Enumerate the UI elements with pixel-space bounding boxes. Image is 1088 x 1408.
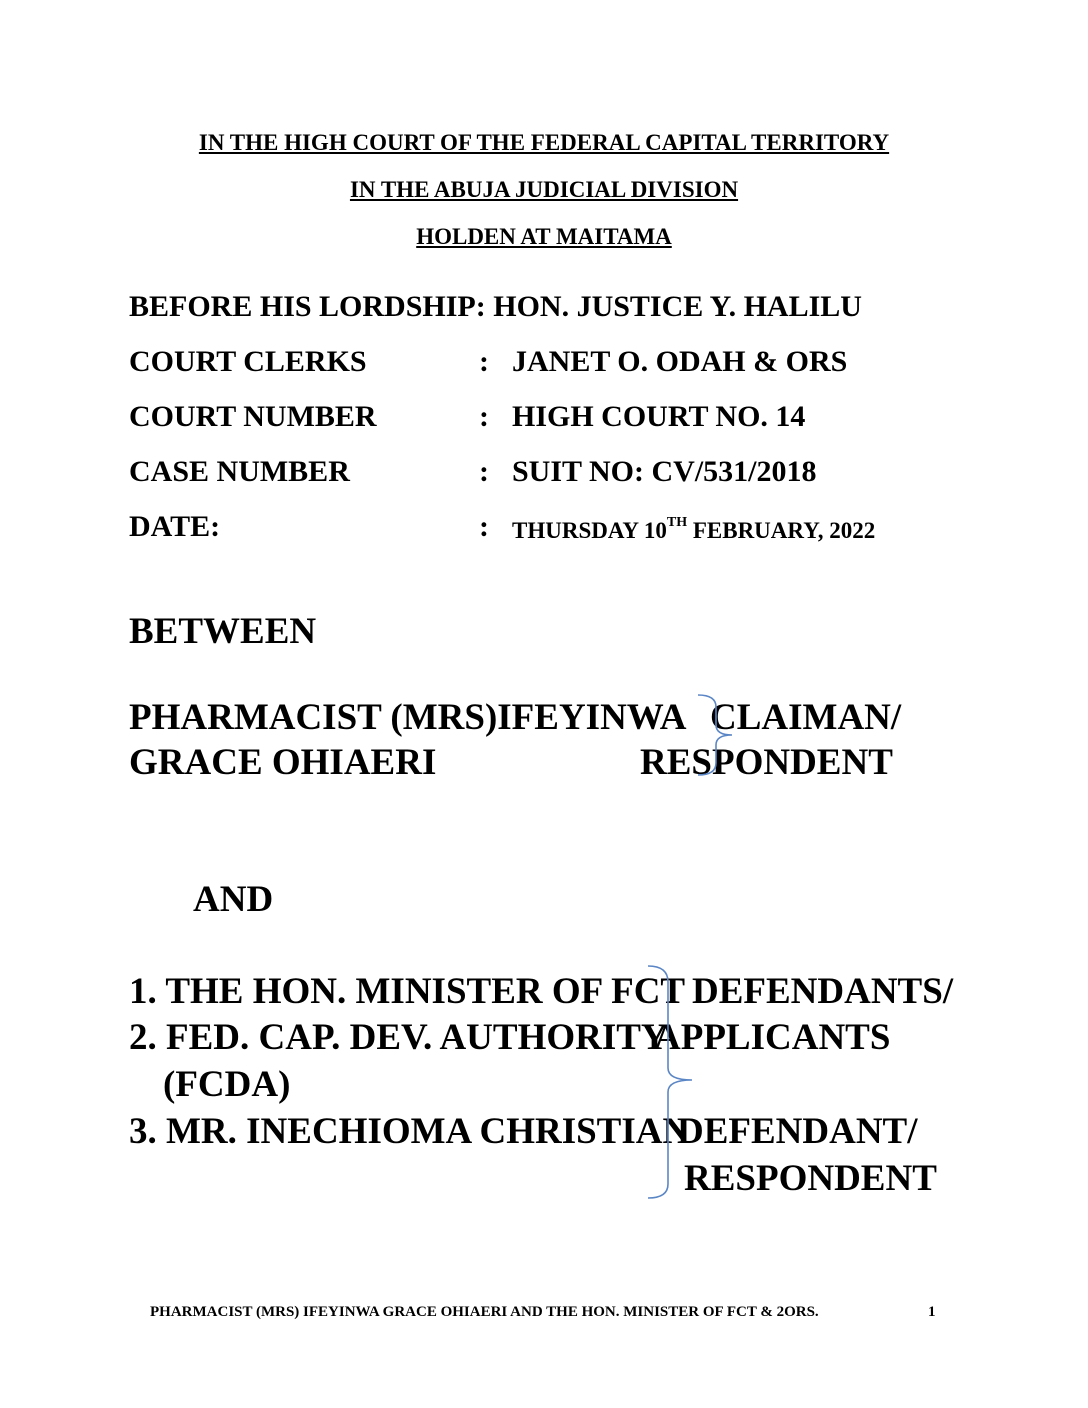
detail-label-court-clerks: COURT CLERKS xyxy=(129,345,367,378)
detail-separator: : xyxy=(479,400,489,433)
between-heading: BETWEEN xyxy=(129,611,317,652)
claimant-name-line-1: PHARMACIST (MRS)IFEYINWA xyxy=(129,697,687,738)
detail-value-court-clerks: JANET O. ODAH & ORS xyxy=(512,345,848,378)
and-heading: AND xyxy=(193,879,274,920)
defendant-3-role-cont: RESPONDENT xyxy=(684,1158,937,1199)
defendants-brace xyxy=(646,964,706,1204)
defendant-3 xyxy=(129,1110,689,1153)
date-suffix: FEBRUARY, 2022 xyxy=(687,518,876,543)
date-superscript: TH xyxy=(666,515,688,530)
defendant-name: MR. INECHIOMA CHRISTIAN xyxy=(166,1111,690,1152)
defendant-2 xyxy=(129,1016,668,1059)
defendant-number: 3. xyxy=(129,1111,157,1152)
defendant-2-role: APPLICANTS xyxy=(654,1017,891,1058)
defendant-number: 2. xyxy=(129,1017,157,1058)
defendant-2-name-cont: (FCDA) xyxy=(163,1064,291,1105)
detail-label-date: DATE: xyxy=(129,510,221,543)
date-prefix: THURSDAY 10 xyxy=(512,518,667,543)
detail-separator: : xyxy=(479,510,489,543)
claimant-brace xyxy=(696,693,746,779)
court-header-line-3: HOLDEN AT MAITAMA xyxy=(416,224,672,249)
detail-separator: : xyxy=(479,455,489,488)
court-header-line-2: IN THE ABUJA JUDICIAL DIVISION xyxy=(349,177,739,202)
footer-text: PHARMACIST (MRS) IFEYINWA GRACE OHIAERI AND THE HON. MINISTER OF FCT & 2ORS. xyxy=(150,1304,819,1320)
before-lordship: BEFORE HIS LORDSHIP: HON. JUSTICE Y. HALILU xyxy=(129,290,862,323)
defendant-number: 1. xyxy=(129,971,157,1012)
claimant-role-line-2: RESPONDENT xyxy=(640,742,893,783)
claimant-role-line-1: CLAIMAN/ xyxy=(710,697,902,738)
defendant-name: FED. CAP. DEV. AUTHORITY xyxy=(166,1017,668,1058)
court-header-line-1: IN THE HIGH COURT OF THE FEDERAL CAPITAL TERRITORY xyxy=(198,130,890,155)
detail-separator: : xyxy=(479,345,489,378)
detail-value-case-number: SUIT NO: CV/531/2018 xyxy=(512,455,817,488)
defendant-1 xyxy=(129,970,685,1013)
detail-value-date xyxy=(512,515,875,544)
detail-label-case-number: CASE NUMBER xyxy=(129,455,350,488)
defendant-3-role: DEFENDANT/ xyxy=(677,1111,918,1152)
defendant-1-role: DEFENDANTS/ xyxy=(692,971,954,1012)
page-number: 1 xyxy=(928,1304,936,1320)
detail-value-court-number: HIGH COURT NO. 14 xyxy=(512,400,806,433)
defendant-name: THE HON. MINISTER OF FCT xyxy=(165,971,686,1012)
detail-label-court-number: COURT NUMBER xyxy=(129,400,377,433)
claimant-name-line-2: GRACE OHIAERI xyxy=(129,742,437,783)
